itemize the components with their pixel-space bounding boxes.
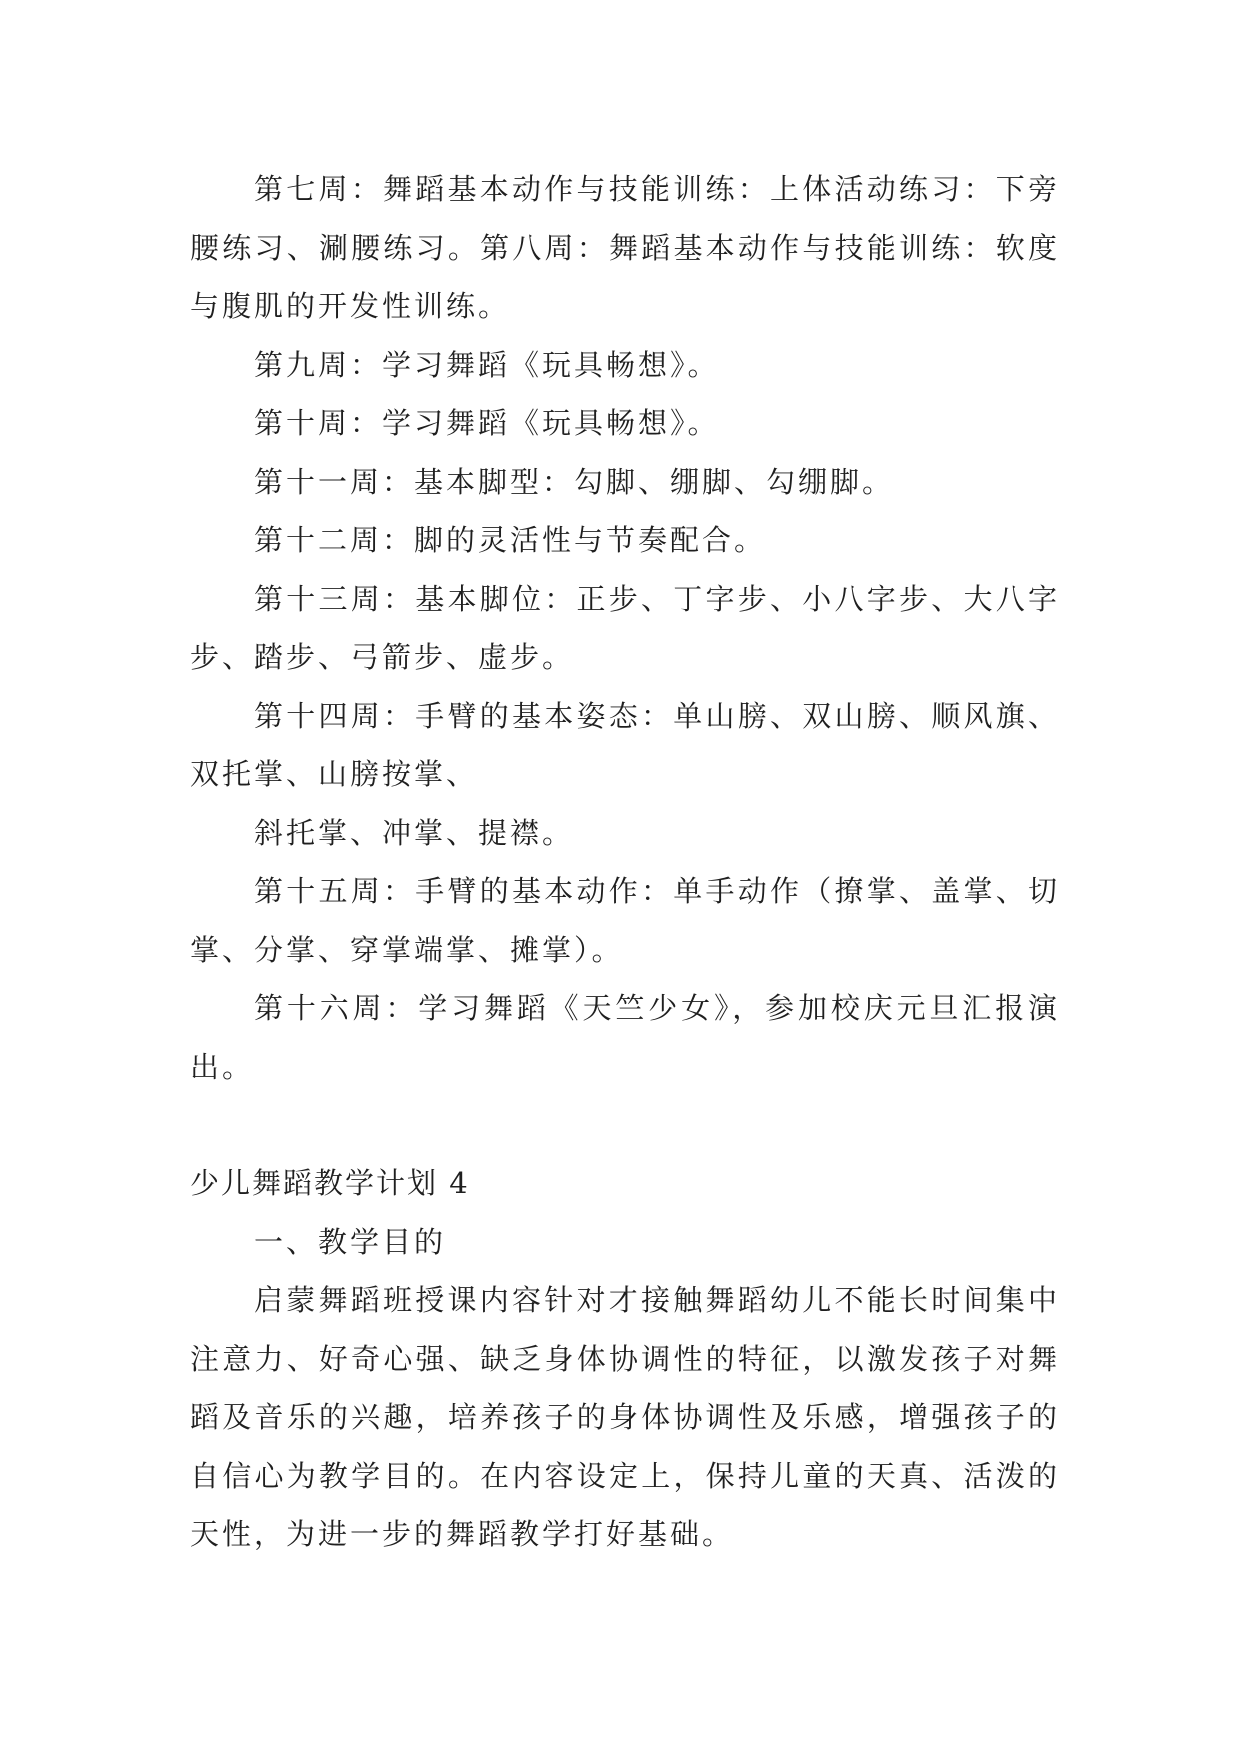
week-14-paragraph: 第十四周：手臂的基本姿态：单山膀、双山膀、顺风旗、双托掌、山膀按掌、 xyxy=(190,698,1060,791)
section-title: 少儿舞蹈教学计划 4 xyxy=(190,1166,470,1200)
subsection-title: 一、教学目的 xyxy=(254,1224,447,1259)
teaching-goal-paragraph: 启蒙舞蹈班授课内容针对才接触舞蹈幼儿不能长时间集中注意力、好奇心强、缺乏身体协调性的特征，以激发孩子对舞蹈及音乐的兴趣，培养孩子的身体协调性及乐感，增强孩子的自信心为教学目的。在内容设定上，保持儿童的天真、活泼的天性，为进一步的舞蹈教学打好基础。 xyxy=(190,1283,1060,1551)
week-16-paragraph: 第十六周：学习舞蹈《天竺少女》，参加校庆元旦汇报演出。 xyxy=(190,991,1060,1084)
week-12-paragraph: 第十二周：脚的灵活性与节奏配合。 xyxy=(254,523,767,557)
week-9-paragraph: 第九周：学习舞蹈《玩具畅想》。 xyxy=(254,347,720,382)
week-13-paragraph: 第十三周：基本脚位：正步、丁字步、小八字步、大八字步、踏步、弓箭步、虚步。 xyxy=(190,581,1060,674)
week-7-8-paragraph: 第七周：舞蹈基本动作与技能训练：上体活动练习：下旁腰练习、涮腰练习。第八周：舞蹈基本动作与技能训练：软度与腹肌的开发性训练。 xyxy=(190,172,1060,323)
document-body xyxy=(190,160,1060,1564)
week-14-continued-paragraph: 斜托掌、冲掌、提襟。 xyxy=(254,815,575,850)
week-11-paragraph: 第十一周：基本脚型：勾脚、绷脚、勾绷脚。 xyxy=(254,464,895,499)
week-15-paragraph: 第十五周：手臂的基本动作：单手动作（撩掌、盖掌、切掌、分掌、穿掌端掌、摊掌）。 xyxy=(190,874,1060,967)
week-10-paragraph: 第十周：学习舞蹈《玩具畅想》。 xyxy=(254,406,720,440)
